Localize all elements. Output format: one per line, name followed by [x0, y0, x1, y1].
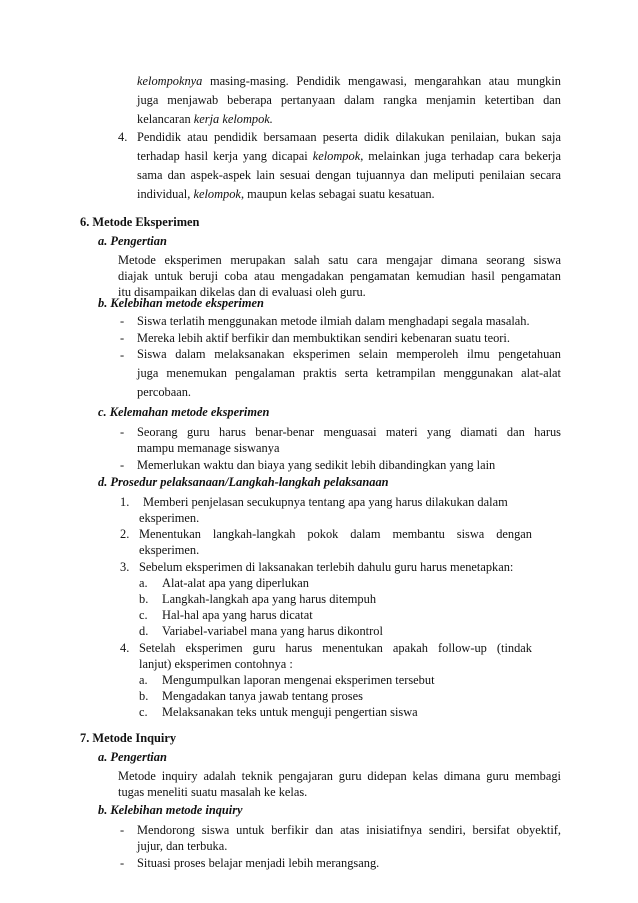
item-number: 1. — [120, 495, 130, 509]
procedure-step-cont: eksperimen. — [139, 511, 200, 525]
sub-letter: b. — [139, 592, 149, 606]
sub-step: Melaksanakan teks untuk menguji pengertian siswa — [162, 705, 418, 719]
procedure-step-cont: lanjut) eksperimen contohnya : — [139, 657, 293, 671]
subheading-kelebihan: b. Kelebihan metode eksperimen — [98, 296, 264, 310]
bullet-dash: - — [120, 425, 125, 439]
subheading-kelebihan: b. Kelebihan metode inquiry — [98, 803, 243, 817]
list-item: Mendorong siswa untuk berfikir dan atas inisiatifnya sendiri, bersifat obyektif, — [137, 823, 561, 837]
subheading-pengertian: a. Pengertian — [98, 234, 167, 248]
item-number: 2. — [120, 527, 130, 541]
procedure-step: Menentukan langkah-langkah pokok dalam membantu siswa dengan — [139, 527, 532, 541]
bullet-dash: - — [120, 458, 125, 472]
item4-line-1: Pendidik atau pendidik bersamaan peserta didik dilakukan penilaian, bukan saja — [137, 130, 561, 144]
sub-letter: c. — [139, 608, 148, 622]
continuation-line-2: juga menjawab beberapa pertanyaan dalam rangka menjamin ketertiban dan — [137, 93, 561, 107]
paragraph-line: Metode inquiry adalah teknik pengajaran guru didepan kelas dimana guru membagi — [118, 769, 561, 783]
continuation-line-3: kelancaran kerja kelompok. — [137, 112, 273, 126]
list-item: Seorang guru harus benar-benar menguasai materi yang diamati dan harus — [137, 425, 561, 439]
sub-step: Variabel-variabel mana yang harus dikontrol — [162, 624, 383, 638]
list-item-cont: percobaan. — [137, 385, 192, 399]
procedure-step-cont: eksperimen. — [139, 543, 200, 557]
list-item-cont: mampu memanage siswanya — [137, 441, 280, 455]
paragraph-line: Metode eksperimen merupakan salah satu cara mengajar dimana seorang siswa — [118, 253, 561, 267]
sub-letter: a. — [139, 673, 148, 687]
bullet-dash: - — [120, 314, 125, 328]
sub-letter: b. — [139, 689, 149, 703]
sub-step: Mengadakan tanya jawab tentang proses — [162, 689, 363, 703]
item-number: 4. — [118, 130, 128, 144]
item-number: 3. — [120, 560, 130, 574]
list-item-cont: juga menemukan pengalaman praktis serta ketrampilan menggunakan alat-alat — [137, 366, 561, 380]
sub-step: Mengumpulkan laporan mengenai eksperimen tersebut — [162, 673, 435, 687]
sub-letter: d. — [139, 624, 149, 638]
sub-step: Alat-alat apa yang diperlukan — [162, 576, 309, 590]
procedure-step: Setelah eksperimen guru harus menentukan apakah follow-up (tindak — [139, 641, 532, 655]
bullet-dash: - — [120, 348, 125, 362]
item4-line-2: terhadap hasil kerja yang dicapai kelompok, melainkan juga terhadap cara bekerja — [137, 149, 562, 163]
section-heading-7: 7. Metode Inquiry — [80, 731, 177, 745]
bullet-dash: - — [120, 823, 125, 837]
list-item-cont: jujur, dan terbuka. — [137, 839, 228, 853]
item-number: 4. — [120, 641, 130, 655]
paragraph-line: diajak untuk beruji coba atau mengadakan pengamatan kemudian hasil pengamatan — [118, 269, 561, 283]
list-item: Memerlukan waktu dan biaya yang sedikit lebih dibandingkan yang lain — [137, 458, 496, 472]
paragraph-line: tugas meneliti suatu masalah ke kelas. — [118, 785, 308, 799]
procedure-step: Sebelum eksperimen di laksanakan terlebih dahulu guru harus menetapkan: — [139, 560, 514, 574]
list-item: Mereka lebih aktif berfikir dan membuktikan sendiri kebenaran suatu teori. — [137, 331, 510, 345]
procedure-step: Memberi penjelasan secukupnya tentang apa yang harus dilakukan dalam — [143, 495, 508, 509]
subheading-prosedur: d. Prosedur pelaksanaan/Langkah-langkah pelaksanaan — [98, 475, 389, 489]
subheading-kelemahan: c. Kelemahan metode eksperimen — [98, 405, 270, 419]
list-item: Situasi proses belajar menjadi lebih merangsang. — [137, 856, 380, 870]
item4-line-4: individual, kelompok, maupun kelas sebagai suatu kesatuan. — [137, 187, 435, 201]
sub-letter: c. — [139, 705, 148, 719]
bullet-dash: - — [120, 856, 125, 870]
list-item: Siswa terlatih menggunakan metode ilmiah dalam menghadapi segala masalah. — [137, 314, 530, 328]
sub-step: Langkah-langkah apa yang harus ditempuh — [162, 592, 377, 606]
sub-step: Hal-hal apa yang harus dicatat — [162, 608, 313, 622]
bullet-dash: - — [120, 331, 125, 345]
section-heading-6: 6. Metode Eksperimen — [80, 215, 200, 229]
continuation-line-1: kelompoknya masing-masing. Pendidik mengawasi, mengarahkan atau mungkin — [137, 74, 561, 88]
sub-letter: a. — [139, 576, 148, 590]
paragraph-line: itu disampaikan dikelas dan di evaluasi oleh guru. — [118, 285, 366, 299]
subheading-pengertian: a. Pengertian — [98, 750, 167, 764]
item4-line-3: sama dan aspek-aspek lain sesuai dengan tujuannya dan meliputi penilaian secara — [137, 168, 561, 182]
list-item: Siswa dalam melaksanakan eksperimen selain memperoleh ilmu pengetahuan — [137, 347, 561, 361]
